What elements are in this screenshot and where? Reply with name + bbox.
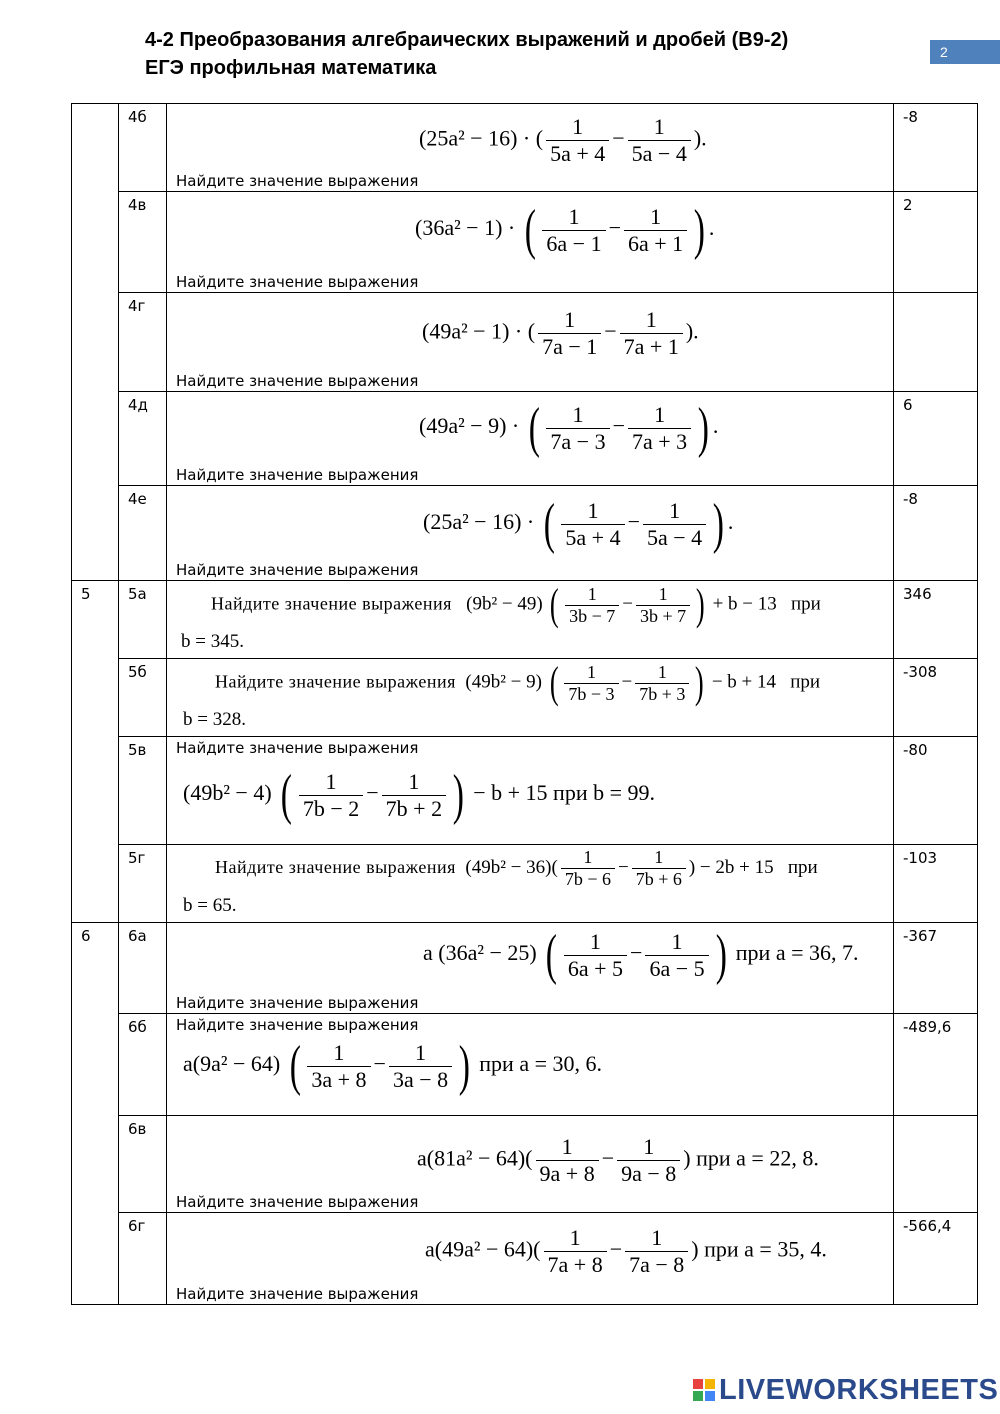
task-cell: [167, 737, 894, 845]
answer-cell: [894, 1116, 978, 1213]
table-row: [72, 845, 978, 923]
subtask-label: 4г: [119, 293, 167, 392]
task-cell: [167, 923, 894, 1014]
task-cell: [167, 659, 894, 737]
answer-cell: -8: [894, 104, 978, 192]
formula: a(49a² − 64)( $\frac{1}{7a + 8}$ − $\frac{1}{7a - 8}$ ) при a = 35, 4.: [425, 1225, 827, 1277]
subtask-label: 6г: [119, 1213, 167, 1305]
logo-cube: [693, 1379, 703, 1389]
subtask-label: 5б: [119, 659, 167, 737]
answer-cell: [894, 293, 978, 392]
logo-cube: [705, 1391, 715, 1401]
table-row: [72, 486, 978, 581]
header-title: 4-2 Преобразования алгебраических выражений и дробей (В9-2): [145, 29, 789, 51]
answer-cell: -367: [894, 923, 978, 1014]
table-row: [72, 659, 978, 737]
task-cell: [167, 1014, 894, 1116]
task-instruction: Найдите значение выражения: [176, 994, 419, 1012]
subtask-label: 6б: [119, 1014, 167, 1116]
formula: (49b² − 4) ( $\frac{1}{7b - 2}$ − $\frac{1}{7b + 2}$ ) − b + 15 при b = 99.: [183, 764, 656, 826]
task-cell: [167, 1213, 894, 1305]
table-row: [72, 192, 978, 293]
formula: a(9a² − 64) ( $\frac{1}{3a + 8}$ − $\frac{1}{3a - 8}$ ) при a = 30, 6.: [183, 1035, 602, 1097]
task-instruction: Найдите значение выражения: [176, 172, 419, 190]
formula: (25a² − 16) · ( $\frac{1}{5a + 4}$ − $\frac{1}{5a - 4}$ ).: [419, 114, 707, 166]
task-instruction: Найдите значение выражения: [176, 1285, 419, 1303]
table-row: [72, 737, 978, 845]
table-row: [72, 1014, 978, 1116]
task-instruction: Найдите значение выражения: [176, 372, 419, 390]
task-cell: [167, 104, 894, 192]
subtask-label: 5в: [119, 737, 167, 845]
page-number-badge: 2: [930, 40, 1000, 64]
table-row: [72, 293, 978, 392]
table-row: [72, 581, 978, 659]
tasks-table: [71, 103, 978, 1305]
formula-continuation: b = 65.: [183, 895, 237, 916]
answer-cell: -308: [894, 659, 978, 737]
task-cell: [167, 581, 894, 659]
table-row: [72, 392, 978, 486]
answer-cell: -489,6: [894, 1014, 978, 1116]
formula: a (36a² − 25) ( $\frac{1}{6a + 5}$ − $\frac{1}{6a - 5}$ ) при a = 36, 7.: [423, 924, 859, 986]
formula: (25a² − 16) · ( $\frac{1}{5a + 4}$ − $\frac{1}{5a - 4}$ ) .: [423, 493, 734, 555]
task-cell: [167, 192, 894, 293]
answer-cell: 2: [894, 192, 978, 293]
logo-text: LIVEWORKSHEETS: [719, 1373, 999, 1406]
task-cell: [167, 845, 894, 923]
formula: a(81a² − 64)( $\frac{1}{9a + 8}$ − $\frac{1}{9a - 8}$ ) при a = 22, 8.: [417, 1134, 819, 1186]
formula: (49a² − 9) · ( $\frac{1}{7a - 3}$ − $\frac{1}{7a + 3}$ ) .: [419, 397, 719, 459]
table-row: [72, 1116, 978, 1213]
task-number-cell: [72, 104, 119, 581]
formula-continuation: b = 328.: [183, 709, 246, 730]
logo-cube: [705, 1379, 715, 1389]
task-number-cell: 6: [72, 923, 119, 1305]
task-instruction: Найдите значение выражения: [176, 273, 419, 291]
subtask-label: 4в: [119, 192, 167, 293]
formula: (36a² − 1) · ( $\frac{1}{6a - 1}$ − $\frac{1}{6a + 1}$ ) .: [415, 199, 715, 261]
subtask-label: 4е: [119, 486, 167, 581]
answer-cell: 6: [894, 392, 978, 486]
task-cell: [167, 486, 894, 581]
answer-cell: -103: [894, 845, 978, 923]
answer-cell: -566,4: [894, 1213, 978, 1305]
task-instruction: Найдите значение выражения: [176, 466, 419, 484]
task-number-cell: 5: [72, 581, 119, 923]
liveworksheets-logo: [693, 1373, 998, 1407]
subtask-label: 6в: [119, 1116, 167, 1213]
formula: Найдите значение выражения (49b² − 36)( $\frac{1}{7b - 6}$ − $\frac{1}{7b + 6}$ ) − 2b + 15 при: [215, 847, 818, 889]
formula: Найдите значение выражения (9b² − 49) ( $\frac{1}{3b - 7}$ − $\frac{1}{3b + 7}$ ) + b − 13 при: [211, 580, 821, 629]
table-row: [72, 104, 978, 192]
answer-cell: 346: [894, 581, 978, 659]
formula: Найдите значение выражения (49b² − 9) ( $\frac{1}{7b - 3}$ − $\frac{1}{7b + 3}$ ) − b + 14 при: [215, 658, 821, 707]
formula: (49a² − 1) · ( $\frac{1}{7a - 1}$ − $\frac{1}{7a + 1}$ ).: [422, 307, 699, 359]
logo-cube: [693, 1391, 703, 1401]
table-row: [72, 1213, 978, 1305]
task-cell: [167, 1116, 894, 1213]
answer-cell: -8: [894, 486, 978, 581]
subtask-label: 4д: [119, 392, 167, 486]
task-instruction: Найдите значение выражения: [176, 739, 419, 757]
task-instruction: Найдите значение выражения: [176, 561, 419, 579]
header-subtitle: ЕГЭ профильная математика: [145, 57, 437, 79]
task-cell: [167, 392, 894, 486]
table-row: [72, 923, 978, 1014]
subtask-label: 5а: [119, 581, 167, 659]
task-instruction: Найдите значение выражения: [176, 1193, 419, 1211]
formula-continuation: b = 345.: [181, 631, 244, 652]
subtask-label: 4б: [119, 104, 167, 192]
task-cell: [167, 293, 894, 392]
subtask-label: 6а: [119, 923, 167, 1014]
logo-cubes-icon: [693, 1379, 715, 1401]
task-instruction: Найдите значение выражения: [176, 1016, 419, 1034]
subtask-label: 5г: [119, 845, 167, 923]
page-header: [145, 26, 788, 82]
answer-cell: -80: [894, 737, 978, 845]
